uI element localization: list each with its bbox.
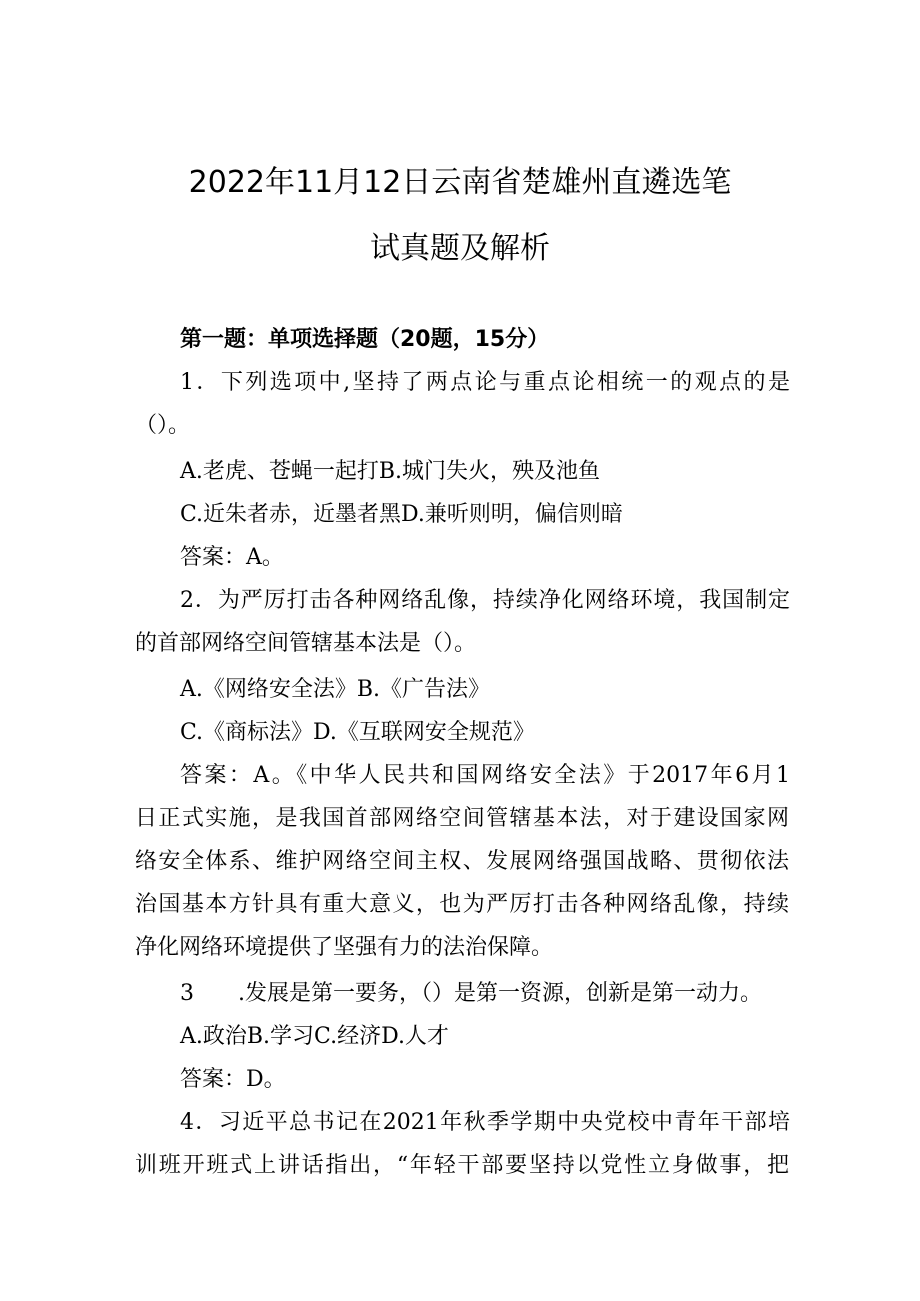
- question-2-answer-line-4: 治国基本方针具有重大意义，也为严厉打击各种网络乱像，持续: [135, 892, 789, 917]
- question-1-line-2: （）。: [135, 413, 191, 438]
- question-3-line-1: 3 .发展是第一要务，（）是第一资源，创新是第一动力。: [180, 981, 762, 1006]
- question-2-answer-line-5: 净化网络环境提供了坚强有力的法治保障。: [135, 935, 554, 960]
- question-2-line-2: 的首部网络空间管辖基本法是（）。: [135, 631, 477, 656]
- question-2-answer-line-2: 日正式实施，是我国首部网络空间管辖基本法，对于建设国家网: [135, 806, 789, 831]
- question-2-options-ab: A.《网络安全法》B.《广告法》: [180, 677, 491, 702]
- question-2-line-1: 2．为严厉打击各种网络乱像，持续净化网络环境，我国制定: [180, 588, 790, 613]
- question-3-options: A.政治B.学习C.经济D.人才: [180, 1024, 449, 1049]
- question-4-line-2: 训班开班式上讲话指出，“年轻干部要坚持以党性立身做事，把: [135, 1153, 789, 1178]
- question-1-options-ab: A.老虎、苍蝇一起打B.城门失火，殃及池鱼: [180, 459, 601, 484]
- question-1-options-cd: C.近朱者赤，近墨者黑D.兼听则明，偏信则暗: [180, 502, 623, 527]
- section-heading: 第一题：单项选择题（20题，15分）: [180, 327, 550, 352]
- question-2-answer-line-1: 答案：A。《中华人民共和国网络安全法》于2017年6月1: [180, 763, 790, 788]
- document-title-line-1: 2022年11月12日云南省楚雄州直遴选笔: [188, 165, 732, 200]
- question-2-options-cd: C.《商标法》D.《互联网安全规范》: [180, 720, 535, 745]
- question-1-line-1: 1．下列选项中,坚持了两点论与重点论相统一的观点的是: [180, 370, 790, 395]
- question-4-line-1: 4．习近平总书记在2021年秋季学期中央党校中青年干部培: [180, 1110, 790, 1135]
- question-2-answer-line-3: 络安全体系、维护网络空间主权、发展网络强国战略、贯彻依法: [135, 849, 789, 874]
- question-3-answer: 答案：D。: [180, 1067, 286, 1092]
- question-1-answer: 答案：A。: [180, 545, 284, 570]
- document-title-line-2: 试真题及解析: [370, 231, 550, 266]
